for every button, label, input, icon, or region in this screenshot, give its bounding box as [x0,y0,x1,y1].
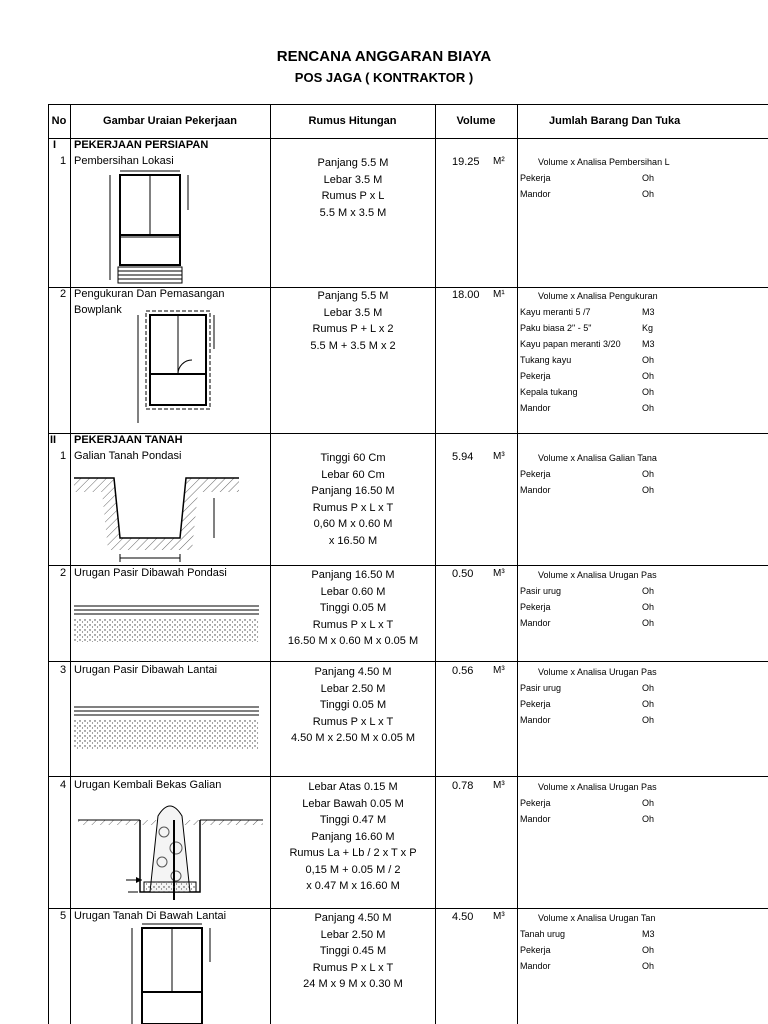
item-unit: Oh [642,715,655,725]
item-name: Pekerja [520,699,551,709]
item-name: Mandor [520,715,551,725]
row-uraian: Urugan Tanah Di Bawah Lantai [74,910,227,922]
header-uraian: Gambar Uraian Pekerjaan [103,115,237,127]
rumus-line: 0,15 M + 0.05 M / 2 [305,863,401,876]
rumus-line: 16.50 M x 0.60 M x 0.05 M [287,635,419,647]
item-name: Pekerja [520,173,551,183]
header-rumus: Rumus Hitungan [308,115,397,127]
item-unit: Oh [642,173,655,183]
analisa-title: Volume x Analisa Urugan Pas [538,782,657,792]
bowplank-drawing [136,309,216,429]
row-number: 1 [60,450,67,462]
item-unit: Oh [642,961,655,971]
section-title: PEKERJAAN TANAH [74,434,183,446]
item-name: Pekerja [520,371,551,381]
row-uraian: Galian Tanah Pondasi [74,450,182,462]
rumus-line: 0,60 M x 0.60 M [313,518,393,530]
item-unit: Oh [642,469,655,479]
rumus-line: Lebar Atas 0.15 M [308,781,398,793]
item-name: Mandor [520,485,551,495]
sand-floor-drawing [74,705,259,751]
item-unit: Oh [642,683,655,693]
volume-value: 19.25 [452,156,480,168]
item-name: Paku biasa 2" - 5" [520,323,592,333]
item-unit: Oh [642,355,655,365]
item-unit: Oh [642,371,655,381]
item-name: Pasir urug [520,683,562,693]
table-border [48,104,49,1024]
volume-unit: M³ [493,665,505,676]
rumus-line: Tinggi 0.05 M [319,699,387,711]
volume-unit: M³ [493,911,505,922]
analisa-title: Volume x Analisa Urugan Pas [538,667,657,677]
row-divider [48,565,768,566]
rumus-line: Lebar 60 Cm [321,468,385,481]
rumus-line: Tinggi 60 Cm [320,452,386,464]
rumus-line: Rumus La + Lb / 2 x T x P [289,847,417,859]
volume-unit: M² [493,156,505,167]
rumus-line: x 0.47 M x 16.60 M [306,880,400,892]
item-unit: M3 [642,929,655,939]
item-name: Kepala tukang [520,387,578,397]
section-number: I [53,139,57,151]
row-number: 2 [60,567,67,579]
rumus-line: 5.5 M + 3.5 M x 2 [310,339,396,352]
row-uraian: Bowplank [74,304,122,316]
page-subtitle: POS JAGA ( KONTRAKTOR ) [294,70,474,85]
row-divider [48,661,768,662]
floor-fill-drawing [128,922,218,1024]
page-title: RENCANA ANGGARAN BIAYA [276,48,492,65]
volume-value: 0.78 [452,780,474,792]
item-unit: Oh [642,814,655,824]
item-unit: Oh [642,189,655,199]
item-unit: Oh [642,798,655,808]
item-unit: Oh [642,602,655,612]
analisa-title: Volume x Analisa Galian Tana [538,453,657,463]
item-name: Pekerja [520,798,551,808]
rumus-line: Tinggi 0.05 M [319,602,387,614]
item-name: Tukang kayu [520,355,572,365]
item-name: Pekerja [520,469,551,479]
rumus-line: Panjang 4.50 M [314,912,392,924]
item-unit: Oh [642,485,655,495]
rumus-line: Tinggi 0.47 M [319,814,387,826]
item-name: Pasir urug [520,586,562,596]
rumus-line: Rumus P x L x T [312,961,394,974]
rab-table [48,104,768,1024]
analisa-title: Volume x Analisa Urugan Tan [538,913,656,923]
volume-value: 4.50 [452,911,474,923]
item-unit: Oh [642,699,655,709]
rumus-line: Lebar 0.60 M [320,585,386,598]
row-number: 2 [60,288,67,300]
rumus-line: Panjang 5.5 M [317,157,389,169]
section-number: II [50,434,57,446]
item-name: Mandor [520,961,551,971]
row-number: 1 [60,155,67,167]
excavation-section-drawing [74,468,270,563]
row-uraian: Urugan Pasir Dibawah Pondasi [74,567,227,579]
rumus-line: Lebar 3.5 M [323,173,383,186]
volume-unit: M³ [493,568,505,579]
rumus-line: Lebar 3.5 M [323,306,383,319]
item-name: Kayu meranti 5 /7 [520,307,591,317]
row-number: 4 [60,779,67,791]
row-number: 5 [60,910,67,922]
row-uraian: Pembersihan Lokasi [74,155,174,167]
rumus-line: Rumus P x L x T [312,715,394,728]
rumus-line: Panjang 16.50 M [311,485,395,497]
rumus-line: Rumus P x L [321,190,385,202]
analisa-title: Volume x Analisa Urugan Pas [538,570,657,580]
rumus-line: Lebar 2.50 M [320,928,386,941]
column-divider [435,104,436,1024]
rumus-line: Panjang 5.5 M [317,290,389,302]
item-name: Mandor [520,814,551,824]
item-unit: Oh [642,387,655,397]
item-name: Kayu papan meranti 3/20 [520,339,621,349]
rumus-line: Rumus P + L x 2 [312,323,394,335]
rumus-line: Lebar Bawah 0.05 M [302,797,404,810]
rumus-line: Lebar 2.50 M [320,682,386,695]
header-jumlah: Jumlah Barang Dan Tuka [549,115,681,127]
analisa-title: Volume x Analisa Pengukuran [538,291,658,301]
volume-unit: M¹ [493,289,505,300]
item-unit: Oh [642,403,655,413]
rumus-line: 4.50 M x 2.50 M x 0.05 M [290,732,416,744]
analisa-title: Volume x Analisa Pembersihan L [538,157,670,167]
column-divider [70,104,71,1024]
item-name: Mandor [520,618,551,628]
item-unit: Kg [642,323,654,333]
row-divider [48,776,768,777]
row-uraian: Pengukuran Dan Pemasangan [74,288,225,300]
volume-value: 0.56 [452,665,474,677]
rumus-line: Rumus P x L x T [312,618,394,631]
volume-unit: M³ [493,451,505,462]
item-name: Tanah urug [520,929,566,939]
row-uraian: Urugan Kembali Bekas Galian [74,779,222,791]
rumus-line: Rumus P x L x T [312,501,394,514]
header-no: No [51,115,67,127]
rumus-line: 24 M x 9 M x 0.30 M [303,978,403,990]
item-unit: Oh [642,618,655,628]
row-divider [48,908,768,909]
backfill-section-drawing [78,796,263,904]
column-divider [517,104,518,1024]
rumus-line: 5.5 M x 3.5 M [319,206,387,219]
sand-layer-drawing [74,604,259,644]
item-name: Pekerja [520,945,551,955]
site-plan-drawing [104,170,194,285]
header-volume: Volume [456,115,496,127]
rumus-line: Panjang 4.50 M [314,666,392,678]
item-name: Pekerja [520,602,551,612]
item-unit: M3 [642,339,655,349]
volume-value: 0.50 [452,568,474,580]
item-unit: Oh [642,586,655,596]
volume-value: 18.00 [452,289,480,301]
row-number: 3 [60,664,67,676]
item-name: Mandor [520,403,551,413]
item-unit: Oh [642,945,655,955]
item-unit: M3 [642,307,655,317]
rumus-line: x 16.50 M [328,534,378,547]
volume-value: 5.94 [452,451,474,463]
section-title: PEKERJAAN PERSIAPAN [74,139,209,151]
row-uraian: Urugan Pasir Dibawah Lantai [74,664,218,676]
volume-unit: M³ [493,780,505,791]
rumus-line: Panjang 16.60 M [311,830,395,843]
rumus-line: Panjang 16.50 M [311,569,395,581]
item-name: Mandor [520,189,551,199]
rumus-line: Tinggi 0.45 M [319,945,387,957]
